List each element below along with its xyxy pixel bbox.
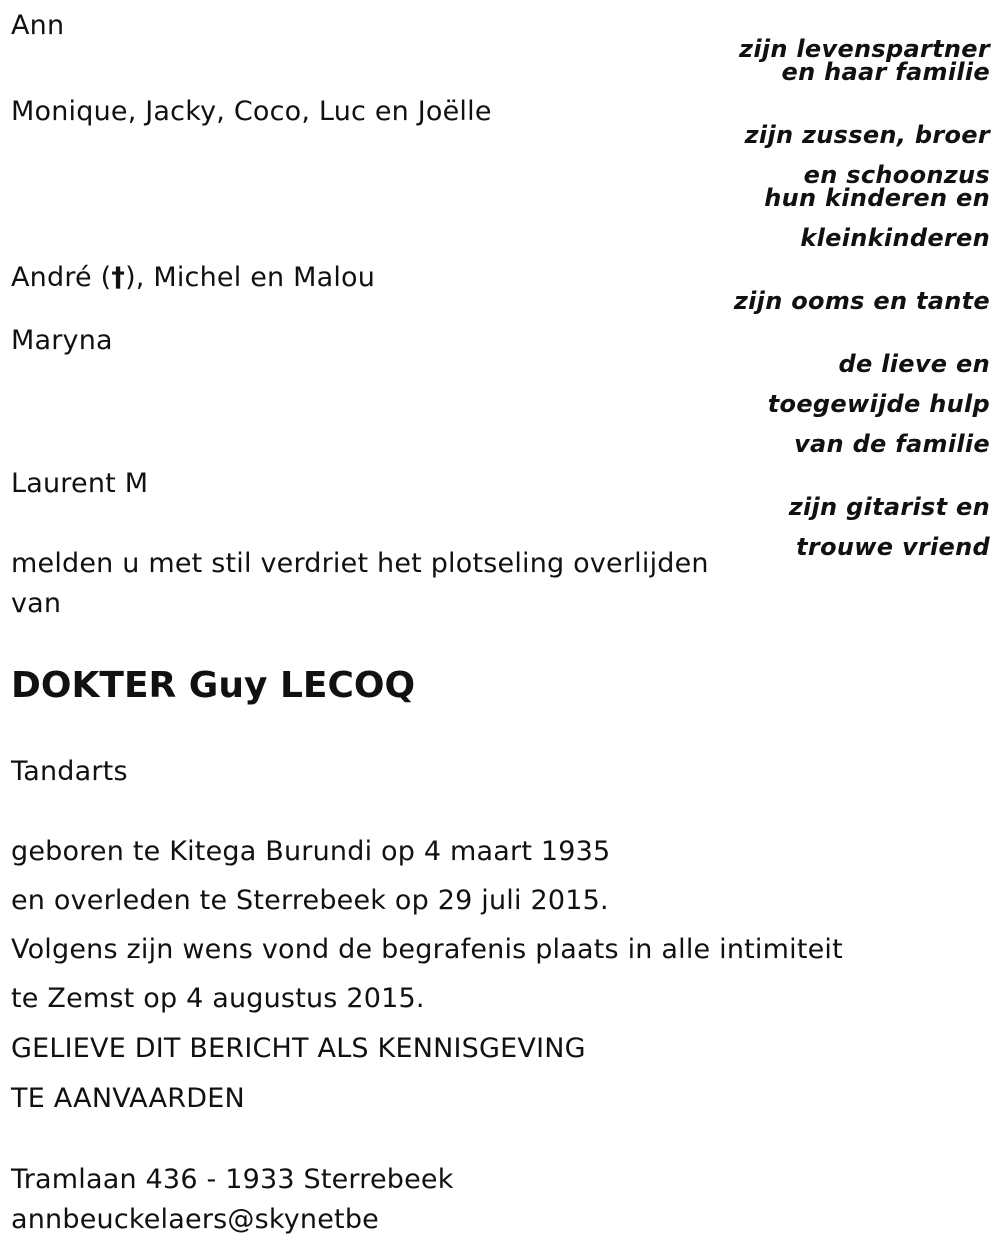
relation-partner-2: en haar familie <box>781 58 990 86</box>
relation-siblings-3: hun kinderen en <box>764 184 990 212</box>
contact-address: Tramlaan 436 - 1933 Sterrebeek <box>11 1164 454 1195</box>
family-uncles <box>11 258 375 298</box>
family-maryna: Maryna <box>11 325 113 356</box>
announcement-line-2: van <box>11 588 62 619</box>
uncles-prefix: André ( <box>11 262 112 293</box>
relation-help-2: toegewijde hulp <box>767 390 990 418</box>
contact-email: annbeuckelaers@skynetbe <box>11 1204 379 1235</box>
relation-uncles: zijn ooms en tante <box>733 287 990 315</box>
uncles-suffix: ), Michel en Malou <box>125 262 376 293</box>
deceased-name: DOKTER Guy LECOQ <box>11 665 416 706</box>
details-funeral-2: te Zemst op 4 augustus 2015. <box>11 983 425 1014</box>
details-notice-1: GELIEVE DIT BERICHT ALS KENNISGEVING <box>11 1033 586 1064</box>
relation-siblings-1: zijn zussen, broer <box>744 121 990 149</box>
details-died: en overleden te Sterrebeek op 29 juli 2015. <box>11 885 609 916</box>
relation-siblings-2: en schoonzus <box>803 161 990 189</box>
family-laurent: Laurent M <box>11 468 149 499</box>
family-ann: Ann <box>11 10 65 41</box>
details-born: geboren te Kitega Burundi op 4 maart 1935 <box>11 836 611 867</box>
announcement-line-1: melden u met stil verdriet het plotseling overlijden <box>11 548 709 579</box>
relation-friend-2: trouwe vriend <box>796 533 990 561</box>
cross-icon: † <box>111 262 126 293</box>
relation-friend-1: zijn gitarist en <box>788 493 990 521</box>
relation-partner-1: zijn levenspartner <box>739 35 990 63</box>
details-funeral-1: Volgens zijn wens vond de begrafenis plaats in alle intimiteit <box>11 934 843 965</box>
family-siblings: Monique, Jacky, Coco, Luc en Joëlle <box>11 96 492 127</box>
details-notice-2: TE AANVAARDEN <box>11 1083 245 1114</box>
deceased-profession: Tandarts <box>11 756 128 787</box>
relation-help-1: de lieve en <box>838 350 990 378</box>
relation-help-3: van de familie <box>794 430 990 458</box>
relation-siblings-4: kleinkinderen <box>800 224 990 252</box>
